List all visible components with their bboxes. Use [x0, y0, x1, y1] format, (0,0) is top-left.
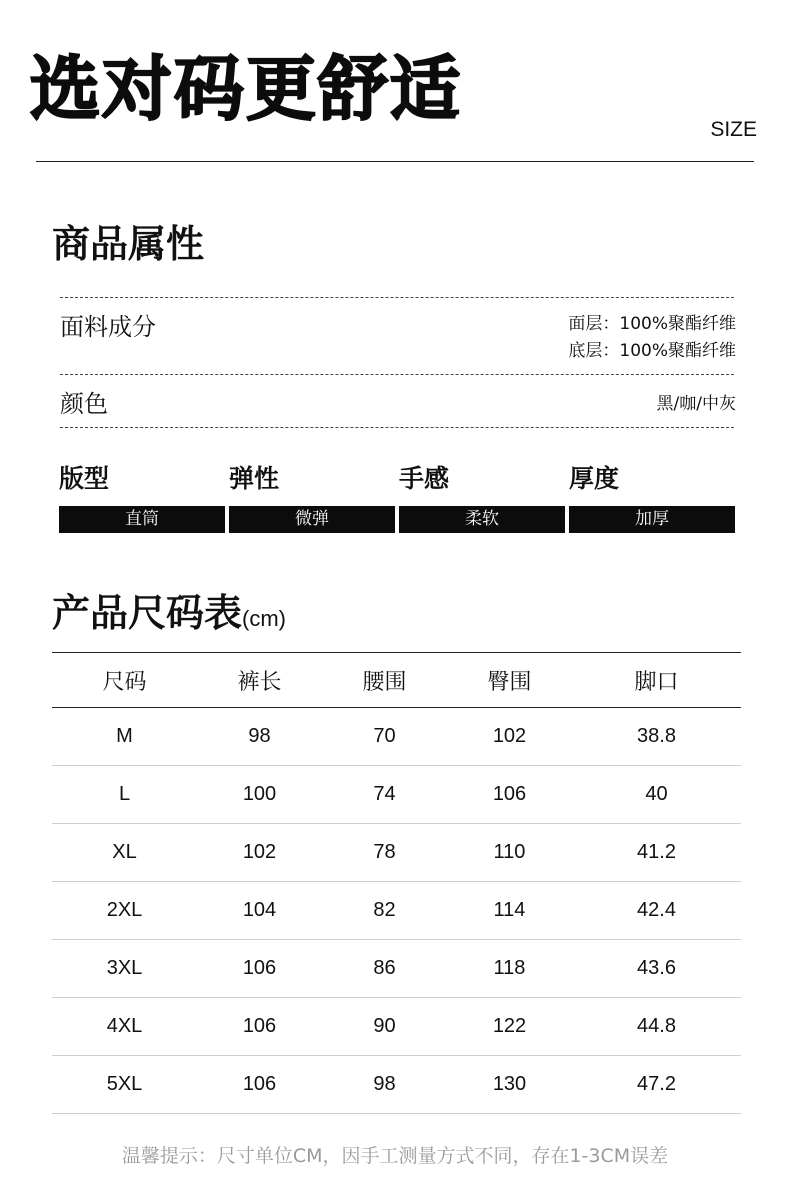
prop-label: 弹性	[229, 464, 280, 493]
prop-value-badge: 柔软	[399, 506, 565, 533]
table-cell: M	[52, 708, 197, 766]
table-cell: 90	[322, 998, 447, 1056]
table-cell: 5XL	[52, 1056, 197, 1114]
size-chart-unit: (cm)	[242, 606, 286, 631]
table-cell: 3XL	[52, 940, 197, 998]
table-row	[52, 940, 741, 998]
prop-label: 手感	[399, 464, 450, 493]
table-cell: 106	[197, 998, 322, 1056]
table-cell: 38.8	[572, 708, 741, 766]
table-cell: 82	[322, 882, 447, 940]
fabric-value-outer: 面层：100%聚酯纤维	[568, 314, 736, 334]
table-cell: 40	[572, 766, 741, 824]
prop-value-badge: 加厚	[569, 506, 735, 533]
size-chart-title	[52, 591, 286, 635]
prop-label: 版型	[59, 464, 110, 493]
column-header: 裤长	[197, 653, 322, 708]
table-cell: 2XL	[52, 882, 197, 940]
color-value: 黑/咖/中灰	[656, 394, 736, 414]
attributes-title: 商品属性	[52, 222, 205, 266]
color-label: 颜色	[60, 390, 108, 418]
table-cell: 78	[322, 824, 447, 882]
column-header: 脚口	[572, 653, 741, 708]
table-cell: 114	[447, 882, 572, 940]
table-header-row	[52, 653, 741, 708]
table-cell: L	[52, 766, 197, 824]
table-cell: XL	[52, 824, 197, 882]
table-cell: 47.2	[572, 1056, 741, 1114]
prop-fit	[59, 466, 225, 533]
table-row	[52, 882, 741, 940]
dashed-divider	[60, 374, 734, 375]
page-title: 选对码更舒适	[30, 48, 462, 130]
table-cell: 106	[197, 940, 322, 998]
size-chart-title-text: 产品尺码表	[52, 591, 243, 635]
table-cell: 122	[447, 998, 572, 1056]
table-cell: 86	[322, 940, 447, 998]
table-cell: 44.8	[572, 998, 741, 1056]
prop-stretch	[229, 466, 395, 533]
fabric-label: 面料成分	[60, 313, 156, 341]
table-row	[52, 824, 741, 882]
table-cell: 74	[322, 766, 447, 824]
fabric-value-inner: 底层：100%聚酯纤维	[568, 341, 736, 361]
column-header: 腰围	[322, 653, 447, 708]
table-cell: 118	[447, 940, 572, 998]
table-cell: 42.4	[572, 882, 741, 940]
prop-thickness	[569, 466, 735, 533]
table-cell: 130	[447, 1056, 572, 1114]
table-cell: 106	[447, 766, 572, 824]
table-cell: 70	[322, 708, 447, 766]
table-cell: 102	[197, 824, 322, 882]
table-row	[52, 766, 741, 824]
table-row	[52, 1056, 741, 1114]
table-cell: 102	[447, 708, 572, 766]
table-row	[52, 708, 741, 766]
prop-feel	[399, 466, 565, 533]
table-cell: 4XL	[52, 998, 197, 1056]
table-row	[52, 998, 741, 1056]
prop-value-badge: 微弹	[229, 506, 395, 533]
dashed-divider	[60, 297, 734, 298]
size-tag: SIZE	[710, 118, 757, 141]
table-cell: 98	[322, 1056, 447, 1114]
table-cell: 41.2	[572, 824, 741, 882]
prop-value-badge: 直筒	[59, 506, 225, 533]
column-header: 尺码	[52, 653, 197, 708]
header-divider	[36, 161, 754, 162]
footer-note: 温馨提示：尺寸单位CM，因手工测量方式不同，存在1-3CM误差	[121, 1145, 669, 1167]
size-table	[52, 652, 741, 1114]
table-cell: 43.6	[572, 940, 741, 998]
column-header: 臀围	[447, 653, 572, 708]
table-cell: 98	[197, 708, 322, 766]
dashed-divider	[60, 427, 734, 428]
table-cell: 110	[447, 824, 572, 882]
table-cell: 104	[197, 882, 322, 940]
table-cell: 106	[197, 1056, 322, 1114]
prop-label: 厚度	[569, 464, 620, 493]
table-cell: 100	[197, 766, 322, 824]
